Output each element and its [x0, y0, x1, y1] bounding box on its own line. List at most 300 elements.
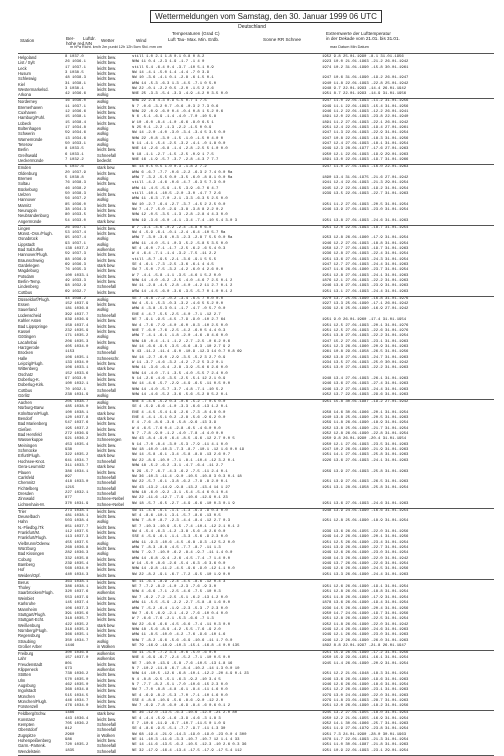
station-name: Kempten [18, 722, 35, 728]
station-height-pressure: 503 1038.4 [65, 519, 89, 524]
station-height-pressure: 318 1035.3 [65, 627, 89, 632]
station-name: Regensburg [18, 633, 41, 639]
extreme-values: 1936 14.5 26.01.1990 -20.4 31.01.1956 [322, 606, 409, 611]
extreme-values: 1927 13.3 25.01.1990 -17.1 26.01.1942 [322, 302, 409, 307]
station-height-pressure: 44 1038.2 [65, 296, 87, 301]
wind-temperature-values: NW 4 -5.9 -6.1 -0.1 -2.4 -6.4 -10 5.7 Ra [132, 230, 226, 235]
wind-temperature-values: SW 7 -5.0 -7.5 -3.2 -4.2 -6.0 4 2.6 0.0 [132, 268, 224, 273]
station-height-pressure: 485 1038.0 [65, 405, 89, 410]
weather-condition: leicht bew. [97, 688, 117, 694]
station-name: Coburg [18, 556, 32, 562]
wind-temperature-values: SE 4 -8.6 -9.5 -5.1 -7.7 -9.7 -11 1.3 30 [132, 727, 226, 732]
wind-temperature-values: NNW 4 -6.6 -7.1 -2.5 -4.6 -7.5 -10 0.3 [132, 590, 221, 595]
weather-condition: leicht bew. [97, 289, 117, 295]
extreme-values: 1951 12.6 26.01.1990 -19.1 31.01.1954 [322, 585, 409, 590]
station-height-pressure: 3 1038.5 [65, 71, 84, 76]
station-name: Würzburg [18, 546, 36, 552]
extreme-values: 1951 7.3 24.01.1990 -28.0 30.01.1963 [322, 732, 407, 737]
station-name: Schleswig [18, 76, 37, 82]
weather-condition: stark bew. [97, 464, 116, 470]
extreme-values: 1950 12.1 22.01.1993 -19.9 29.01.1963 [322, 152, 409, 157]
weather-condition: stark bew. [97, 711, 116, 717]
weather-condition: wolkig [97, 392, 109, 398]
station-group [18, 711, 494, 754]
station-height-pressure: 462 1035.0 [65, 683, 89, 687]
station-name: Bremen [18, 175, 33, 181]
extreme-values: 1946 12.2 27.01.1993 -18.8 31.01.1954 [322, 241, 409, 246]
weather-condition: leicht bew. [97, 595, 117, 601]
wind-temperature-values: SE 7 -6.8 -7.2 -0.2 -3.4 -6.5 7 0.0 0.0 [132, 296, 224, 301]
table-row [18, 644, 494, 649]
wind-temperature-values: still -4.2 -4.6 -0.6 -4.7 -6.3 5 7.3 0.0 [132, 181, 226, 186]
station-name: Hannover/Flugh. [18, 252, 49, 258]
station-name: Husum [18, 71, 31, 77]
station-name: Saarbrücken/Flugh. [18, 590, 54, 596]
station-height-pressure: 570 1035.0 [65, 677, 89, 682]
extreme-values: 1941 12.4 22.01.1993 -21.3 29.01.1954 [322, 181, 409, 186]
station-name: Carlsfeld [18, 474, 35, 480]
extreme-values: 1951 11.9 27.01.1979 -23.8 31.01.1954 [322, 727, 409, 732]
weather-condition: leicht bew. [97, 617, 117, 623]
station-height-pressure: 8 1033.5 [65, 147, 84, 152]
station-name: Berlin-Temp. [18, 279, 41, 285]
station-group [18, 400, 494, 507]
weather-condition: leicht bew. [97, 279, 117, 285]
wind-temperature-values: W 7 -3.1 -4.6 -0.2 -2.4 -4.8 0 6.0 [132, 225, 212, 230]
extreme-values: 1950 15.9 29.01.1951 -16.1 31.01.1954 [322, 656, 409, 661]
weather-condition: leicht bew. [97, 268, 117, 274]
wind-temperature-values: NE 14 -11.6 -13.5 -6.2 -10.5 -12.3 -10 2.6 0.3 36 [132, 743, 247, 748]
weather-condition: wolkenlos [97, 656, 115, 662]
weather-condition: leicht bew. [97, 556, 117, 562]
wind-temperature-values: NNW 14 -4.0 -5.7 -3.7 -4.8 -7.1 -10 5.2 [132, 387, 224, 392]
station-height-pressure: 100 1038.1 [65, 410, 89, 415]
station-name: Harzgerode [18, 344, 40, 350]
weather-condition: leicht bew. [97, 360, 117, 366]
station-height-pressure: 70 1032.1 [65, 387, 87, 392]
station-name: Kahler Asten [18, 318, 42, 324]
extreme-values: 1951 13.0 27.01.1993 -22.2 31.01.1963 [322, 366, 409, 371]
wind-temperature-values: W 4 -6.4 -7.1 -1.4 -3.2 -7.5 -11 2.2 [132, 252, 217, 257]
extreme-values: 1952 13.8 25.01.1990 -21.7 31.01.1954 [322, 426, 409, 431]
station-name: Nürburg-Barw. [18, 405, 45, 411]
weather-condition: leicht bew. [97, 562, 117, 568]
extreme-values: 1951 13.1 28.01.1958 -25.8 31.01.1954 [322, 485, 409, 490]
extreme-values: 1951 13.6 27.01.1993 -24.3 31.01.1954 [322, 257, 409, 262]
station-height-pressure: 938 [65, 448, 73, 453]
station-name: Vielbrunn/Odenw. [18, 540, 51, 546]
wind-temperature-values: N 4 -8.8 -9.5 -5.1 -6.3 -9.2 -10 3.4 5 [132, 677, 221, 682]
station-height-pressure: 12 1036.6 [65, 110, 87, 115]
weather-condition: leicht bew. [97, 87, 117, 93]
header-extrem2: in der Dekade vom 21.01. bis 31.01. [326, 36, 400, 41]
station-name: Teterow [18, 142, 33, 148]
header-extrem: Extremwerte der Lufttemperatur [326, 31, 391, 36]
weather-condition: leicht bew. [97, 677, 117, 683]
station-name: Lingen [18, 225, 31, 231]
station-name: Lacahnbai [18, 339, 37, 345]
station-name: Meiningen [18, 442, 37, 448]
station-height-pressure: 320 1037.6 [65, 590, 89, 595]
weather-condition: leicht bew. [97, 672, 117, 678]
weather-condition: wolkig [97, 142, 109, 148]
station-group [18, 165, 494, 224]
station-name: München [18, 693, 35, 699]
station-name: Bremerhaven [18, 104, 43, 110]
extreme-values: 1952 13.7 22.01.1993 -29.6 31.01.1963 [322, 392, 409, 397]
station-name: Angermünde [18, 218, 42, 224]
extreme-values: 1945 12.2 22.01.1993 -19.2 31.01.1954 [322, 186, 409, 191]
station-height-pressure: 568 1034.0 [65, 567, 89, 572]
wind-temperature-values: NW 22 -6.6 -6.6 -4.5 -6.6 -7.4 -11 0.3 0.0 [132, 622, 231, 627]
extreme-values: 1946 12.6 26.01.1990 -18.6 31.01.1954 [322, 683, 409, 687]
wind-temperature-values: NNW 18 -6.0 -9.2 -3.1 -5.4 -5.4 6 0.1 0.4 [132, 490, 228, 495]
wind-temperature-values: NNE 7 -6.0 -7.6 -2.5 -4.2 -6.0 5 4.4 0.3 [132, 328, 226, 333]
station-name: Leck [18, 65, 27, 71]
wind-temperature-values: ENE 4 -4.7 -5.5 -2.5 -4.0 -7.1 -12 2.7 [132, 312, 221, 317]
extreme-values: 1979 11.8 23.01.1993 -28.7 31.01.1963 [322, 699, 409, 704]
weather-condition: leicht bew. [97, 273, 117, 279]
wind-temperature-values: NE 4 -6.0 -7.1 -1.7 -2.5 -6.2 -6 5.4 0.3 [132, 247, 226, 252]
extreme-values: 1962 13.8 27.01.1993 -24.7 31.01.1963 [322, 355, 409, 360]
station-name: Norderney [18, 99, 38, 105]
station-height-pressure: 368 1034.8 [65, 688, 89, 693]
extreme-values: 1941 13.9 26.01.1990 -22.7 31.01.1954 [322, 546, 409, 551]
weather-condition: leicht bew. [97, 469, 117, 475]
station-height-pressure: 16 1036.0 [65, 99, 87, 104]
station-height-pressure: 31 1038.1 [65, 81, 87, 86]
station-name: Frankfurt/M. [18, 530, 41, 536]
extreme-values: 1945 13.2 27.01.1955 -18.0 31.01.1954 [322, 711, 409, 716]
extreme-values: 1947 15.2 27.01.1993 -23.1 31.01.1963 [322, 339, 409, 344]
weather-condition: leicht bew. [97, 530, 117, 536]
report-title: Wettermeldungen vom Samstag, den 30. Januar 1999 06 UTC [150, 10, 382, 23]
station-name: Bendorf [18, 416, 33, 422]
station-name: N.-Fliedbg./Tk [18, 524, 44, 530]
station-height-pressure: 113 1037.3 [65, 535, 89, 540]
station-height-pressure: 106 1037.3 [65, 606, 89, 611]
wind-temperature-values: NW 18 -5.7 -6.5 -2.7 -4.9 -6.6 -10 0.3 0.1 9 [132, 501, 235, 506]
wind-temperature-values: NE 7 -10.3 -10.9 -5.5 -7.4 -10.1 -12 2.1 0.1 2 [132, 524, 240, 529]
wind-temperature-values: WNW 11 -9.3 -10.6 -4.5 -6.8 -9.3 -12 5.2 0.0 [132, 540, 235, 545]
station-name: Potsdam [18, 273, 35, 279]
extreme-values: 1947 11.0 22.01.1993 -11.2 31.01.1956 [322, 99, 409, 104]
weather-condition: leicht bew. [97, 585, 117, 591]
station-height-pressure: 88 1036.9 [65, 257, 87, 262]
station-height-pressure: 738 1036.2 [65, 672, 89, 677]
weather-condition: leicht bew. [97, 508, 117, 514]
station-height-pressure: 300 1036.8 [65, 650, 89, 655]
station-height-pressure: 366 1035.1 [65, 633, 89, 638]
weather-condition: Schneefall [97, 490, 117, 496]
weather-condition: leicht bew. [97, 147, 117, 153]
weather-condition: wolkig [97, 551, 109, 557]
weather-condition: stark bew. [97, 366, 116, 372]
station-name: Greifswald [18, 152, 38, 158]
table-row [18, 92, 494, 97]
weather-condition: wolkig [97, 540, 109, 546]
station-name: Lahr [18, 656, 27, 662]
header-temp-sub: Luft Tau- Max. Min. Erdb. [168, 37, 220, 42]
station-name: Lindenberg [18, 284, 39, 290]
weather-condition: Schneefall [97, 312, 117, 318]
extreme-values: 1947 11.3 22.01.1993 -22.9 31.01.1954 [322, 131, 409, 136]
station-height-pressure: 1215 [65, 485, 75, 490]
extreme-values: 1951 13.1 27.01.1993 -24.4 31.01.1963 [322, 289, 409, 294]
wind-temperature-values: N 7 -7.8 -9.0 -1.2 -4.0 -7.8 -4 4.0 0.0 [132, 432, 224, 437]
weather-condition: leicht bew. [97, 252, 117, 258]
wind-temperature-values: NE 32 -17.9 -16.4 -13.4 -17.5 -17.9 -17 5.4 112 [132, 748, 242, 753]
weather-condition: wolkig [97, 99, 109, 105]
station-name: Görlitz [18, 392, 30, 398]
weather-condition: leicht bew. [97, 442, 117, 448]
wind-temperature-values: NNW 22 -0.8 -3.0 -1.5 -1.0 -1.5 0 4.0 0 [132, 136, 224, 141]
weather-condition: leicht bew. [97, 257, 117, 263]
extreme-values: 1891 11.2 27.01.1993 -22.1 26.01.1942 [322, 120, 409, 125]
weather-condition: leicht bew. [97, 376, 117, 382]
extreme-values: 1951 12.8 26.01.1990 -22.5 31.01.1954 [322, 617, 409, 622]
extreme-values: 1946 13.9 27.01.1993 -23.0 31.01.1954 [322, 207, 409, 212]
station-group [18, 55, 494, 98]
station-name: Frankfurt/Flugh. [18, 535, 47, 541]
station-height-pressure: 76 1035.3 [65, 268, 87, 273]
station-height-pressure: 48 1038.3 [65, 76, 87, 81]
station-name: Gardelegen [18, 263, 40, 269]
weather-condition: leicht bew. [97, 318, 117, 324]
station-name: Wasserkuppe [18, 437, 43, 443]
weather-condition: leicht bew. [97, 572, 117, 578]
station-height-pressure: 59 1037.3 [65, 252, 87, 257]
station-height-pressure: 839 1036.9 [65, 318, 89, 323]
wind-temperature-values: NNW 18 -0.4 -1.1 -1.2 -2.7 -2.5 -0 6.2 0.6 [132, 339, 231, 344]
weather-condition: wolkig [97, 186, 109, 192]
table-row [18, 290, 494, 295]
wind-temperature-values: NW 22 -5.7 -6.1 -3.8 -6.2 -7.8 -8 2.0 0.1 [132, 480, 228, 485]
weather-condition: wolkig [97, 344, 109, 350]
wind-temperature-values: NNE 25 -3.3 -5.4 -3.3 -4.9 -4.2 0 3.5 0.0 [132, 92, 228, 97]
weather-condition: leicht bew. [97, 611, 117, 617]
station-height-pressure: 97 1033.0 [65, 376, 87, 381]
extreme-values: 1951 11.8 26.01.1990 -17.9 31.01.1954 [322, 595, 409, 600]
wind-temperature-values: NNW 14 -4.6 -5.2 -3.6 -5.6 -5.2 8 5.2 0.1 [132, 392, 228, 397]
station-height-pressure: 272 1036.9 [65, 432, 89, 437]
extreme-values: 1950 14.7 24.01.1990 -19.7 31.01.1956 [322, 611, 409, 616]
station-name: Essen [18, 302, 30, 308]
station-name: Feldberg/Schw. [18, 711, 47, 717]
wind-temperature-values: NNE 16 -1.9 -5.7 -3.7 -2.8 -4.3 7 7.7 [132, 158, 219, 163]
station-name: Bad Marienberg [18, 421, 48, 427]
station-height-pressure: 986 [65, 738, 73, 743]
station-name: Deuselbach [18, 513, 40, 519]
wind-temperature-values: NNE 4 -4.6 -5.2 0.3 -0.6 -5.2 -7 0.5 0.0 [132, 400, 226, 405]
wind-temperature-values: SE 4 -5.9 -6.6 -1.0 -3.3 -6.6 -13 1.2 0.1 [132, 405, 228, 410]
weather-condition: leicht bew. [97, 170, 117, 176]
station-name: Braunschweig [18, 257, 44, 263]
station-height-pressure: 138 1037.2 [65, 247, 89, 252]
extreme-values: 1948 14.3 26.01.1990 -22.0 31.01.1942 [322, 556, 409, 561]
wind-temperature-values: NNW 11 0.4 -2.3 1.9 -1.7 -1 4 0 [132, 60, 205, 65]
station-height-pressure: 720 1035.2 [65, 743, 89, 748]
station-name: Bad Lippspringe [18, 323, 48, 329]
weather-condition: in Wolken [97, 643, 115, 649]
wind-temperature-values: NW 11 -2.8 -4.5 -2.8 -4.0 -4.2 11 2.7 0.1 2 [132, 284, 233, 289]
table-row [18, 502, 494, 507]
station-name: Stötten [18, 672, 31, 678]
header-temp: Temperaturen (Grad C) [172, 31, 220, 36]
extreme-values: 1951 12.0 26.01.1990 -18.2 31.01.1956 [322, 704, 409, 709]
weather-condition: wolkig [97, 400, 109, 406]
station-height-pressure: 282 1036.3 [65, 551, 89, 556]
weather-condition: leicht bew. [97, 55, 117, 60]
weather-condition: wolkig [97, 638, 109, 644]
extreme-values: 1952 11.8 26.01.1990 -22.0 31.01.1942 [322, 622, 409, 627]
station-height-pressure: 171 1035.2 [65, 334, 89, 339]
extreme-values: 1951 12.8 27.01.1993 -24.1 31.01.1963 [322, 273, 409, 278]
wind-temperature-values: W 7 -4.1 -5.8 -1.1 -3.5 -4.6 1 5.2 0.0 [132, 273, 221, 278]
wind-temperature-values: ENE 4 -4.1 -5.1 0.2 -2.8 -5.6 -9 6.2 0.0 [132, 416, 226, 421]
weather-condition: leicht bew. [97, 323, 117, 329]
station-name: List / Sylt [18, 60, 35, 66]
station-name: Schwerin [18, 131, 35, 137]
extreme-values: 1950 12.2 21.01.1955 -16.9 31.01.1954 [322, 716, 409, 721]
station-height-pressure: 553 1037.9 [65, 595, 89, 600]
wind-temperature-values: N 7 -7.7 -8.2 -5.1 -7.0 -10.6 -15 2.3 0.0 [132, 683, 228, 687]
station-name: München/Flugh. [18, 699, 48, 705]
extreme-values: 1951 13.3 26.01.1990 -24.4 31.01.1963 [322, 572, 409, 577]
wind-temperature-values: NW 10 -3.6 -4.1 0.1 -2.8 -6 1.5 0.1 [132, 76, 214, 81]
station-name: Osnabrück [18, 236, 38, 242]
station-name: Neubrandenburg [18, 213, 49, 219]
wind-temperature-values: NNW 11 -3.6 -6.4 -2.8 -3.9 -5.6 6 2.6 0.0 [132, 366, 228, 371]
station-name: Oschatz [18, 371, 34, 377]
wind-temperature-values: NE 11 -6.1 -8.9 -2.4 -4.5 -8.6 -12 0.4 3 [132, 579, 226, 584]
station-height-pressure: 418 1033.0 [65, 480, 89, 485]
wind-temperature-values: NW 10 -2.7 -6.4 -2.7 -3.7 -4.5 2 2.5 0.0 [132, 202, 226, 207]
station-height-pressure: 7 1032.2 [65, 158, 84, 163]
station-name: Chemnitz [18, 480, 36, 486]
station-name: Konstanz [18, 716, 36, 722]
extreme-values: 1951 12.2 21.01.1948 -18.3 31.01.1954 [322, 672, 409, 677]
weather-condition: Schneefall [97, 480, 117, 486]
station-height-pressure: 386 1038.1 [65, 585, 89, 590]
wind-temperature-values: NW 7 -4.7 -5.0 -2.9 -3.8 -3.8 8 2.2 0.2 [132, 207, 224, 212]
wind-temperature-values: WNW 14 -5.3 -6.3 1.3 -4.5 -7.1 0 5.0 [132, 81, 217, 86]
extreme-values: 1951 12.0 22.01.1993 -18.7 31.01.1954 [322, 225, 409, 230]
extreme-values: 1974 10.2 31.01.1990 -15.8 30.01.1961 [322, 65, 409, 70]
station-name: Dresden [18, 490, 34, 496]
station-name: Brocken [18, 350, 34, 356]
station-height-pressure: 5 1037.6 [65, 165, 84, 170]
weather-condition: leicht bew. [97, 426, 117, 432]
wind-temperature-values: NW 4 -5.1 -5.3 -0.3 -3.2 -4.6 5 5.2 0.0 [132, 302, 224, 307]
station-height-pressure: 20 1037.9 [65, 170, 87, 175]
header-rule [18, 53, 494, 54]
weather-condition: leicht bew. [97, 202, 117, 208]
wind-temperature-values: SW 11 -5.0 -7.2 3.4 -0.6 -5.0 -6 0.0 [132, 650, 217, 655]
weather-condition: leicht bew. [97, 230, 117, 236]
station-height-pressure: 54 1033.0 [65, 218, 87, 223]
station-name: Ulm [18, 677, 26, 683]
extreme-values: 1934 13.5 27.01.1993 -25.0 30.01.1942 [322, 360, 409, 365]
station-height-pressure: 76 1038.3 [65, 181, 87, 186]
station-name: Doberlug-Kirk. [18, 382, 45, 388]
station-name: Straubing [18, 638, 36, 644]
weather-condition: leicht bew. [97, 60, 117, 66]
station-name: Soltau [18, 181, 30, 187]
station-height-pressure: 11 1037.1 [65, 104, 87, 109]
station-height-pressure: 851 1037.7 [65, 524, 89, 529]
header-height: Ber- [66, 36, 75, 41]
station-height-pressure: 181 1036.8 [65, 307, 89, 312]
table-row [18, 749, 494, 754]
weather-condition: Schneefall [97, 474, 117, 480]
station-name: Hochsee-Knot. [18, 458, 46, 464]
extreme-values: 1951 14.1 27.01.1993 -25.8 31.01.1963 [322, 453, 409, 458]
extreme-values: 1951 9.0 26.01.1960 -17.4 31.01.1954 [322, 318, 407, 323]
station-name: Berlin [18, 147, 29, 153]
extreme-values: 1951 12.3 26.01.1960 -20.9 31.01.1963 [322, 344, 409, 349]
weather-condition: leicht bew. [97, 699, 117, 705]
station-height-pressure: 812 [65, 727, 73, 732]
station-height-pressure: 49 1033.3 [65, 279, 87, 284]
extreme-values: 1958 12.7 27.01.1993 -19.7 31.01.1963 [322, 247, 409, 252]
station-name: Ueckermünde [18, 158, 44, 164]
wind-temperature-values: N 11 -4.1 -5.4 -2.5 -3.2 -4.1 -0 1.8 0.0 [132, 142, 226, 147]
wind-temperature-values: still -8.7 -9.5 -2.1 -3.6 -9.1 5 5.5 [132, 257, 217, 262]
extreme-values: 1876 12.1 27.01.1993 -22.2 31.01.1963 [322, 279, 409, 284]
station-height-pressure: 15 1038.1 [65, 115, 87, 120]
extreme-values: 1959 11.8 26.01.1990 -18.9 31.01.1954 [322, 421, 409, 426]
station-height-pressure: 205 1038.7 [65, 400, 89, 405]
wind-temperature-values: NE 4 -8.6 -10.1 -3.1 -5.7 -8.6 -13 0.5 [132, 513, 221, 518]
weather-condition: bedeckt [97, 158, 112, 164]
station-name: Warnemünde [18, 136, 43, 142]
weather-condition: stark bew. [97, 218, 116, 224]
extreme-values: 1947 11.6 26.01.1960 -23.7 31.01.1954 [322, 268, 409, 273]
station-height-pressure: 311 1033.7 [65, 464, 89, 469]
weather-condition: Schneefall [97, 748, 117, 754]
station-height-pressure: 100 1033.1 [65, 273, 89, 278]
station-height-pressure: 705 1036.2 [65, 722, 89, 727]
weather-condition: leicht bew. [97, 579, 117, 585]
weather-condition: stark bew. [97, 263, 116, 269]
weather-condition: leicht bew. [97, 704, 117, 710]
wind-temperature-values: still -10.1 -10.5 -2.0 -3.0 -4.7 7 2.6 [132, 191, 221, 196]
station-name: Düsseldorf/Flugh. [18, 296, 51, 302]
station-name: Plauen [18, 469, 31, 475]
extreme-values: 1939 13.5 22.01.1993 -22.7 31.01.1963 [322, 191, 409, 196]
wind-temperature-values: NNW 18 -5.2 -6.2 -3.1 -4.7 -6.4 -11 2.7 [132, 464, 224, 469]
station-height-pressure: 152 1037.9 [65, 302, 89, 307]
wind-temperature-values: WNW 4 -3.8 -5.3 0.1 -1.7 -4.7 -0 5.7 0.0 [132, 307, 226, 312]
wind-temperature-values: WNW 6 -6.7 -7.7 -0.6 -2.2 -6.3 2 7.4 0.0 Ra [132, 170, 233, 175]
station-height-pressure: 1446 [65, 643, 75, 648]
weather-condition: Schnee+Nebel [97, 501, 124, 507]
wind-temperature-values: NNW 7 -9.7 -10.0 -6.2 -8.4 -9.7 -11 1.4 0.0 [132, 551, 233, 556]
wind-temperature-values: NW 43 -13.2 -14.9 -9.8 -13.2 -13.4 14 1 27 [132, 485, 231, 490]
weather-condition: leicht bew. [97, 432, 117, 438]
weather-condition: leicht bew. [97, 110, 117, 116]
wind-temperature-values: NW 7 -7.0 -8.8 -4.8 -6.1 -8.4 -11 1.6 0.0 [132, 688, 228, 693]
weather-condition: leicht bew. [97, 524, 117, 530]
wind-temperature-values: NNW 14 -4.0 -7.1 -3.5 -4.0 -5.5 7 2.4 0.0 [132, 371, 228, 376]
wind-temperature-values: NW 4 -7.6 -7.9 -4.0 -6.0 -8.3 -10 2.5 0.0 [132, 323, 228, 328]
station-name: Bamberg [18, 562, 35, 568]
extreme-values: 1946 11.2 22.01.1993 -12.2 26.01.1941 [322, 110, 409, 115]
weather-condition: wolkig [97, 92, 109, 98]
wind-temperature-values: NW 14 -4.1 -5.0 1.4 -4.4 -7 0 3.9 [132, 71, 210, 76]
extreme-values: 1979 13.0 24.01.1990 -22.0 31.01.1963 [322, 693, 409, 698]
